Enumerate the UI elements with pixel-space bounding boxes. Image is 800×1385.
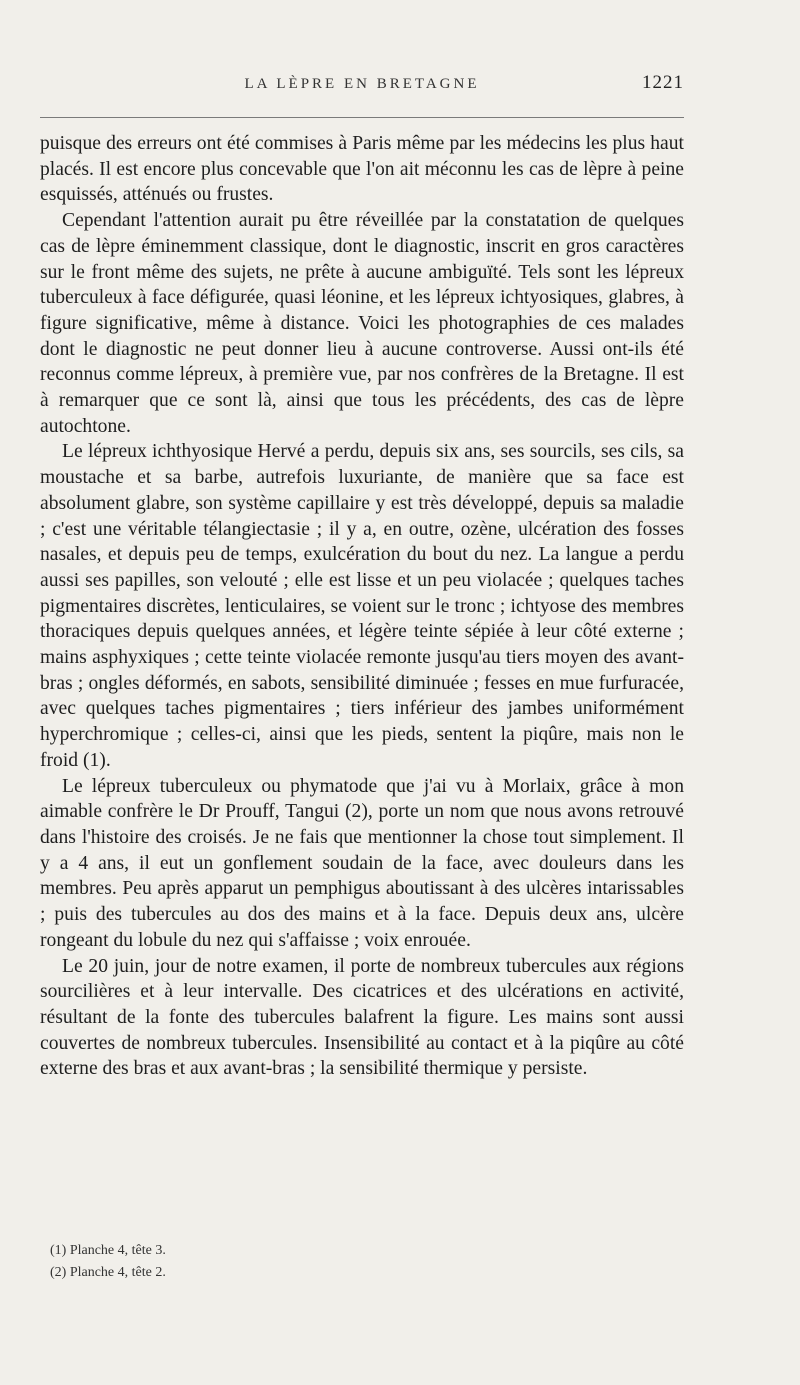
- paragraph: Le 20 juin, jour de notre examen, il porte de nombreux tubercules aux régions sourcilières et à leur intervalle. Des cicatrices et des ulcérations en activité, résultant de la fonte des tubercules balafrent la figure. Les mains sont aussi couvertes de nombreux tubercules. Insensibilité au contact et à la piqûre au côté externe des bras et aux avant-bras ; la sensibilité thermique y persiste.: [40, 955, 684, 1080]
- footnote: (2) Planche 4, tête 2.: [50, 1265, 166, 1280]
- footnotes: [50, 1240, 680, 1284]
- page-number: 1221: [642, 72, 684, 93]
- paragraph: Le lépreux ichthyosique Hervé a perdu, depuis six ans, ses sourcils, ses cils, sa moustache et sa barbe, autrefois luxuriante, de manière que sa face est absolument glabre, son système capillaire y est très développé, depuis sa maladie ; c'est une véritable télangiectasie ; il y a, en outre, ozène, ulcération des fosses nasales, et depuis peu de temps, exulcération du bout du nez. La langue a perdu aussi ses papilles, son velouté ; elle est lisse et un peu violacée ; quelques taches pigmentaires discrètes, lenticulaires, se voient sur le tronc ; ichtyose des membres thoraciques depuis quelques années, et légère teinte sépiée à leur côté externe ; mains asphyxiques ; cette teinte violacée remonte jusqu'au tiers moyen des avant-bras ; ongles déformés, en sabots, sensibilité diminuée ; fesses en mue furfuracée, avec quelques taches pigmentaires ; tiers inférieur des jambes uniformément hyperchromique ; celles-ci, ainsi que les pieds, sentent la piqûre, mais non le froid (1).: [40, 441, 684, 771]
- paragraph: Le lépreux tuberculeux ou phymatode que j'ai vu à Morlaix, grâce à mon aimable confrère le Dr Prouff, Tangui (2), porte un nom que nous avons retrouvé dans l'histoire des croisés. Je ne fais que mentionner la chose tout simplement. Il y a 4 ans, il eut un gonflement soudain de la face, avec douleurs dans les membres. Peu après apparut un pemphigus aboutissant à des ulcères intarissables ; puis des tubercules au dos des mains et à la face. Depuis deux ans, ulcère rongeant du lobule du nez qui s'affaisse ; voix enrouée.: [40, 775, 684, 951]
- body-text: [40, 131, 684, 1082]
- footnote: (1) Planche 4, tête 3.: [50, 1243, 166, 1258]
- paragraph: Cependant l'attention aurait pu être réveillée par la constatation de quelques cas de lèpre éminemment classique, dont le diagnostic, inscrit en gros caractères sur le front même des sujets, ne prête à aucune ambiguïté. Tels sont les lépreux tuberculeux à face défigurée, quasi léonine, et les lépreux ichtyosiques, glabres, à figure significative, même à distance. Voici les photographies de ces malades dont le diagnostic ne peut donner lieu à aucune controverse. Aussi ont-ils été reconnus comme lépreux, à première vue, par nos confrères de la Bretagne. Il est à remarquer que ce sont là, ainsi que tous les précédents, des cas de lèpre autochtone.: [40, 210, 684, 437]
- running-title: LA LÈPRE EN BRETAGNE: [244, 76, 480, 92]
- header-rule: [40, 117, 684, 118]
- page-header: [40, 72, 684, 102]
- paragraph: puisque des erreurs ont été commises à Paris même par les médecins les plus haut placés. Il est encore plus concevable que l'on ait méconnu les cas de lèpre à peine esquissés, atténués ou frustes.: [40, 133, 684, 206]
